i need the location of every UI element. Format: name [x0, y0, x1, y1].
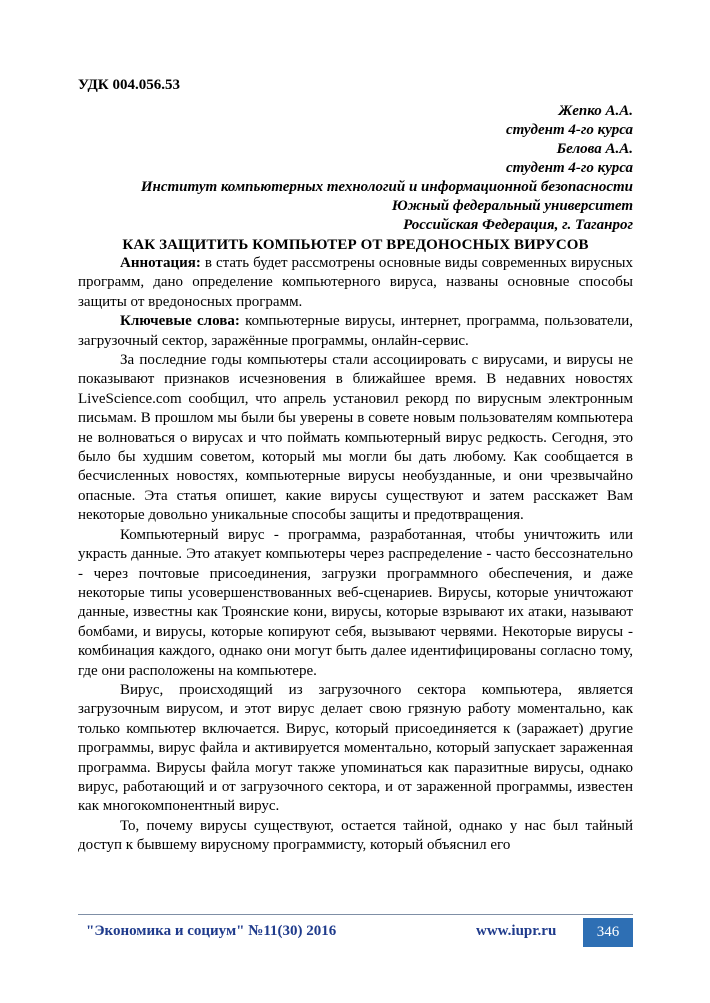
keywords: [78, 312, 633, 351]
body-paragraph: То, почему вирусы существуют, остается тайной, однако у нас был тайный доступ к бывшему вирусному программисту, который объяснил его: [78, 817, 633, 854]
author-status: студент 4-го курса: [505, 160, 633, 176]
udk-code: УДК 004.056.53: [78, 77, 180, 93]
keywords-label: Ключевые слова:: [120, 313, 240, 330]
institute-name: Институт компьютерных технологий и информационной безопасности: [140, 179, 633, 195]
author-name: Белова А.А.: [556, 141, 633, 157]
journal-title: "Экономика и социум" №11(30) 2016: [86, 923, 337, 939]
article-page: [78, 76, 633, 856]
location: Российская Федерация, г. Таганрог: [403, 217, 633, 233]
annotation: [78, 254, 633, 312]
page-footer: [78, 918, 633, 948]
body-paragraph: Компьютерный вирус - программа, разработанная, чтобы уничтожить или украсть данные. Это атакует компьютеры через распределение - часто бессознательно - через почтовые присоединения, загрузки программного обеспечения, и даже некоторые типы усовершенствованных веб-сценариев. Вирусы, которые уничтожают данные, известны как Троянские кони, вирусы, которые взрывают их атаки, называют бомбами, и вирусы, которые копируют себя, вызывают червями. Некоторые вирусы - комбинация каждого, однако они могут быть далее идентифицированы согласно тому, где они расположены на компьютере.: [78, 526, 633, 679]
keywords-text: компьютерные вирусы, интернет, программа, пользователи, загрузочный сектор, заражённые программы, онлайн-сервис.: [78, 313, 633, 349]
annotation-label: Аннотация:: [120, 255, 201, 271]
page-number-badge: 346: [583, 918, 633, 947]
body-paragraph: Вирус, происходящий из загрузочного сектора компьютера, является загрузочным вирусом, и этот вирус делает свою грязную работу моментально, как только компьютер включается. Вирус, который присоединяется к (заражает) другие программы, вирус файла и активируется моментально, который запускает зараженная программа. Вирусы файла могут также упоминаться как паразитные вирусы, однако вирус, работающий и от загрузочного сектора, и от зараженной программы, известен как многокомпонентный вирус.: [78, 681, 633, 815]
body-paragraph: За последние годы компьютеры стали ассоциировать с вирусами, и вирусы не показывают признаков исчезновения в ближайшее время. В недавних новостях LiveScience.com сообщил, что апрель установил рекорд по вирусным электронным письмам. В прошлом мы были бы уверены в совете новым пользователям компьютера не волноваться о вирусах и что поймать компьютерный вирус редкость. Сегодня, это было бы худшим советом, который мы могли бы дать любому. Как сообщается в бесчисленных новостях, компьютерные вирусы необузданные, и они чрезвычайно опасные. Эта статья опишет, какие вирусы существуют и затем расскажет Вам некоторые довольно уникальные способы защиты и предотвращения.: [78, 352, 633, 524]
article-title: КАК ЗАЩИТИТЬ КОМПЬЮТЕР ОТ ВРЕДОНОСНЫХ ВИРУСОВ: [122, 237, 589, 253]
author-block: [78, 102, 633, 235]
university-name: Южный федеральный университет: [391, 198, 633, 214]
author-name: Жепко А.А.: [558, 103, 633, 119]
author-status: студент 4-го курса: [505, 122, 633, 138]
footer-divider: [78, 914, 633, 915]
journal-website[interactable]: www.iupr.ru: [476, 923, 557, 939]
annotation-text: в стать будет рассмотрены основные виды современных вирусных программ, дано определение компьютерного вируса, названы основные способы защиты от вредоносных программ.: [78, 255, 633, 310]
